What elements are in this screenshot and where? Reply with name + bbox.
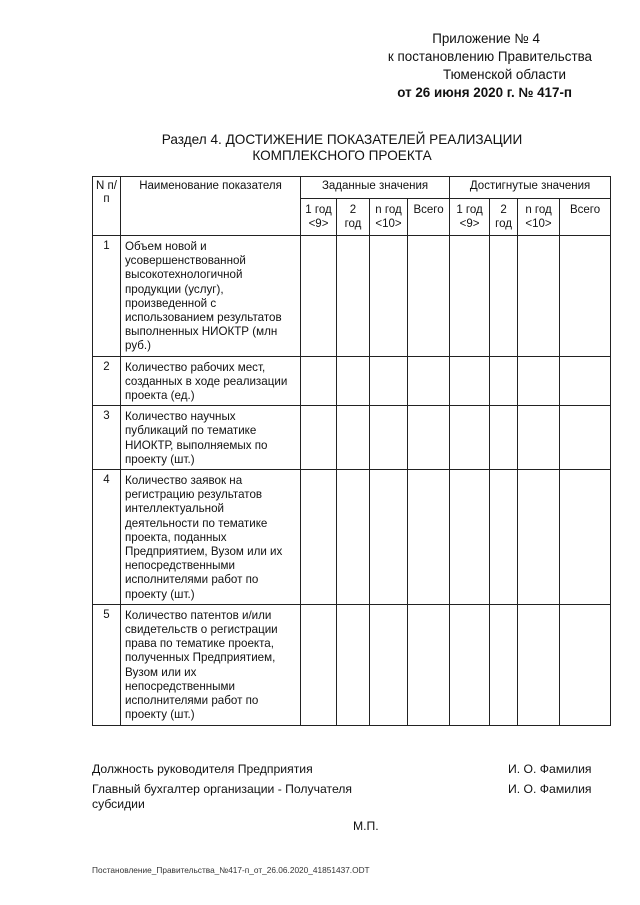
subheader-line-2: <9> xyxy=(459,218,480,230)
value-cell xyxy=(408,406,450,470)
subheader-line-1: 1 год xyxy=(305,204,332,216)
subheader-line-1: 2 xyxy=(349,204,357,216)
indicator-name: Количество патентов и/или свидетельств о регистрации права по тематике проекта, полученных Предприятием, Вузом или их непосредственными исполнителями работ по проекту (шт.) xyxy=(121,604,301,725)
row-number: 3 xyxy=(93,406,121,470)
value-cell xyxy=(560,604,611,725)
subheader-line-2: <10> xyxy=(525,218,552,230)
value-cell xyxy=(450,604,490,725)
table-row xyxy=(93,470,611,605)
value-cell xyxy=(560,470,611,605)
value-cell xyxy=(560,356,611,406)
annex-region: Тюменской области xyxy=(443,67,566,82)
value-cell xyxy=(560,236,611,357)
header-row-1 xyxy=(93,177,611,199)
value-cell xyxy=(450,406,490,470)
subheader-line-1: 1 год xyxy=(456,204,483,216)
value-cell xyxy=(560,406,611,470)
subheader-line-1: n год xyxy=(375,204,402,216)
subheader-achieved-1 xyxy=(490,199,518,236)
value-cell xyxy=(408,604,450,725)
indicators-table xyxy=(92,176,611,726)
value-cell xyxy=(518,356,560,406)
value-cell xyxy=(370,236,408,357)
table-row xyxy=(93,406,611,470)
value-cell xyxy=(370,356,408,406)
table-row xyxy=(93,604,611,725)
value-cell xyxy=(450,470,490,605)
subheader-line-1: Всего xyxy=(413,204,444,216)
value-cell xyxy=(490,604,518,725)
value-cell xyxy=(301,604,337,725)
value-cell xyxy=(490,406,518,470)
annex-header xyxy=(312,30,592,102)
table-row xyxy=(93,356,611,406)
subheader-line-1: n год xyxy=(525,204,552,216)
value-cell xyxy=(337,470,370,605)
subheader-planned-3 xyxy=(408,199,450,236)
subheader-line-1: 2 xyxy=(500,204,507,216)
annex-number: Приложение № 4 xyxy=(432,31,540,46)
table-row xyxy=(93,236,611,357)
value-cell xyxy=(301,356,337,406)
subheader-line-2: год xyxy=(495,218,512,230)
header-name: Наименование показателя xyxy=(121,177,301,236)
value-cell xyxy=(490,470,518,605)
value-cell xyxy=(518,604,560,725)
row-number: 5 xyxy=(93,604,121,725)
accountant-name: И. О. Фамилия xyxy=(508,782,592,796)
section-title-line-1: Раздел 4. ДОСТИЖЕНИЕ ПОКАЗАТЕЛЕЙ РЕАЛИЗАЦИИ xyxy=(161,132,523,147)
file-footer: Постановление_Правительства_№417-п_от_26.06.2020_41851437.ODT xyxy=(92,865,370,875)
value-cell xyxy=(518,406,560,470)
section-title-line-2: КОМПЛЕКСНОГО ПРОЕКТА xyxy=(252,148,432,163)
director-name: И. О. Фамилия xyxy=(508,762,592,776)
annex-ref: к постановлению Правительства xyxy=(387,49,592,64)
value-cell xyxy=(337,356,370,406)
value-cell xyxy=(518,236,560,357)
row-number: 2 xyxy=(93,356,121,406)
subheader-planned-0 xyxy=(301,199,337,236)
row-number: 1 xyxy=(93,236,121,357)
value-cell xyxy=(450,356,490,406)
value-cell xyxy=(301,406,337,470)
subheader-line-1: Всего xyxy=(569,204,601,216)
indicator-name: Количество заявок на регистрацию результатов интеллектуальной деятельности по тематике проекта, поданных Предприятием, Вузом или их непосредственными исполнителями работ по проекту (шт.) xyxy=(121,470,301,605)
header-number: N п/п xyxy=(93,177,121,236)
value-cell xyxy=(370,406,408,470)
indicator-name: Количество рабочих мест, созданных в ходе реализации проекта (ед.) xyxy=(121,356,301,406)
subheader-achieved-3 xyxy=(560,199,611,236)
value-cell xyxy=(337,236,370,357)
subheader-planned-2 xyxy=(370,199,408,236)
subheader-line-2: <10> xyxy=(375,218,402,230)
indicator-name: Объем новой и усовершенствованной высокотехнологичной продукции (услуг), произведенной с использованием результатов выполненных НИОКТР (млн руб.) xyxy=(121,236,301,357)
value-cell xyxy=(370,470,408,605)
subheader-achieved-2 xyxy=(518,199,560,236)
stamp-placeholder: М.П. xyxy=(353,819,379,833)
subheader-line-2: год xyxy=(344,218,362,230)
value-cell xyxy=(370,604,408,725)
header-achieved: Достигнутые значения xyxy=(450,177,611,199)
value-cell xyxy=(337,406,370,470)
value-cell xyxy=(408,356,450,406)
accountant-role: Главный бухгалтер организации - Получателя субсидии xyxy=(92,782,353,811)
annex-date: от 26 июня 2020 г. № 417-п xyxy=(397,85,572,100)
subheader-achieved-0 xyxy=(450,199,490,236)
value-cell xyxy=(518,470,560,605)
value-cell xyxy=(408,236,450,357)
row-number: 4 xyxy=(93,470,121,605)
value-cell xyxy=(408,470,450,605)
value-cell xyxy=(301,236,337,357)
header-planned: Заданные значения xyxy=(301,177,450,199)
value-cell xyxy=(490,236,518,357)
indicator-name: Количество научных публикаций по тематике НИОКТР, выполняемых по проекту (шт.) xyxy=(121,406,301,470)
director-role: Должность руководителя Предприятия xyxy=(92,762,313,776)
subheader-line-2: <9> xyxy=(308,218,329,230)
value-cell xyxy=(301,470,337,605)
value-cell xyxy=(337,604,370,725)
value-cell xyxy=(490,356,518,406)
section-title xyxy=(92,132,592,164)
subheader-planned-1 xyxy=(337,199,370,236)
value-cell xyxy=(450,236,490,357)
